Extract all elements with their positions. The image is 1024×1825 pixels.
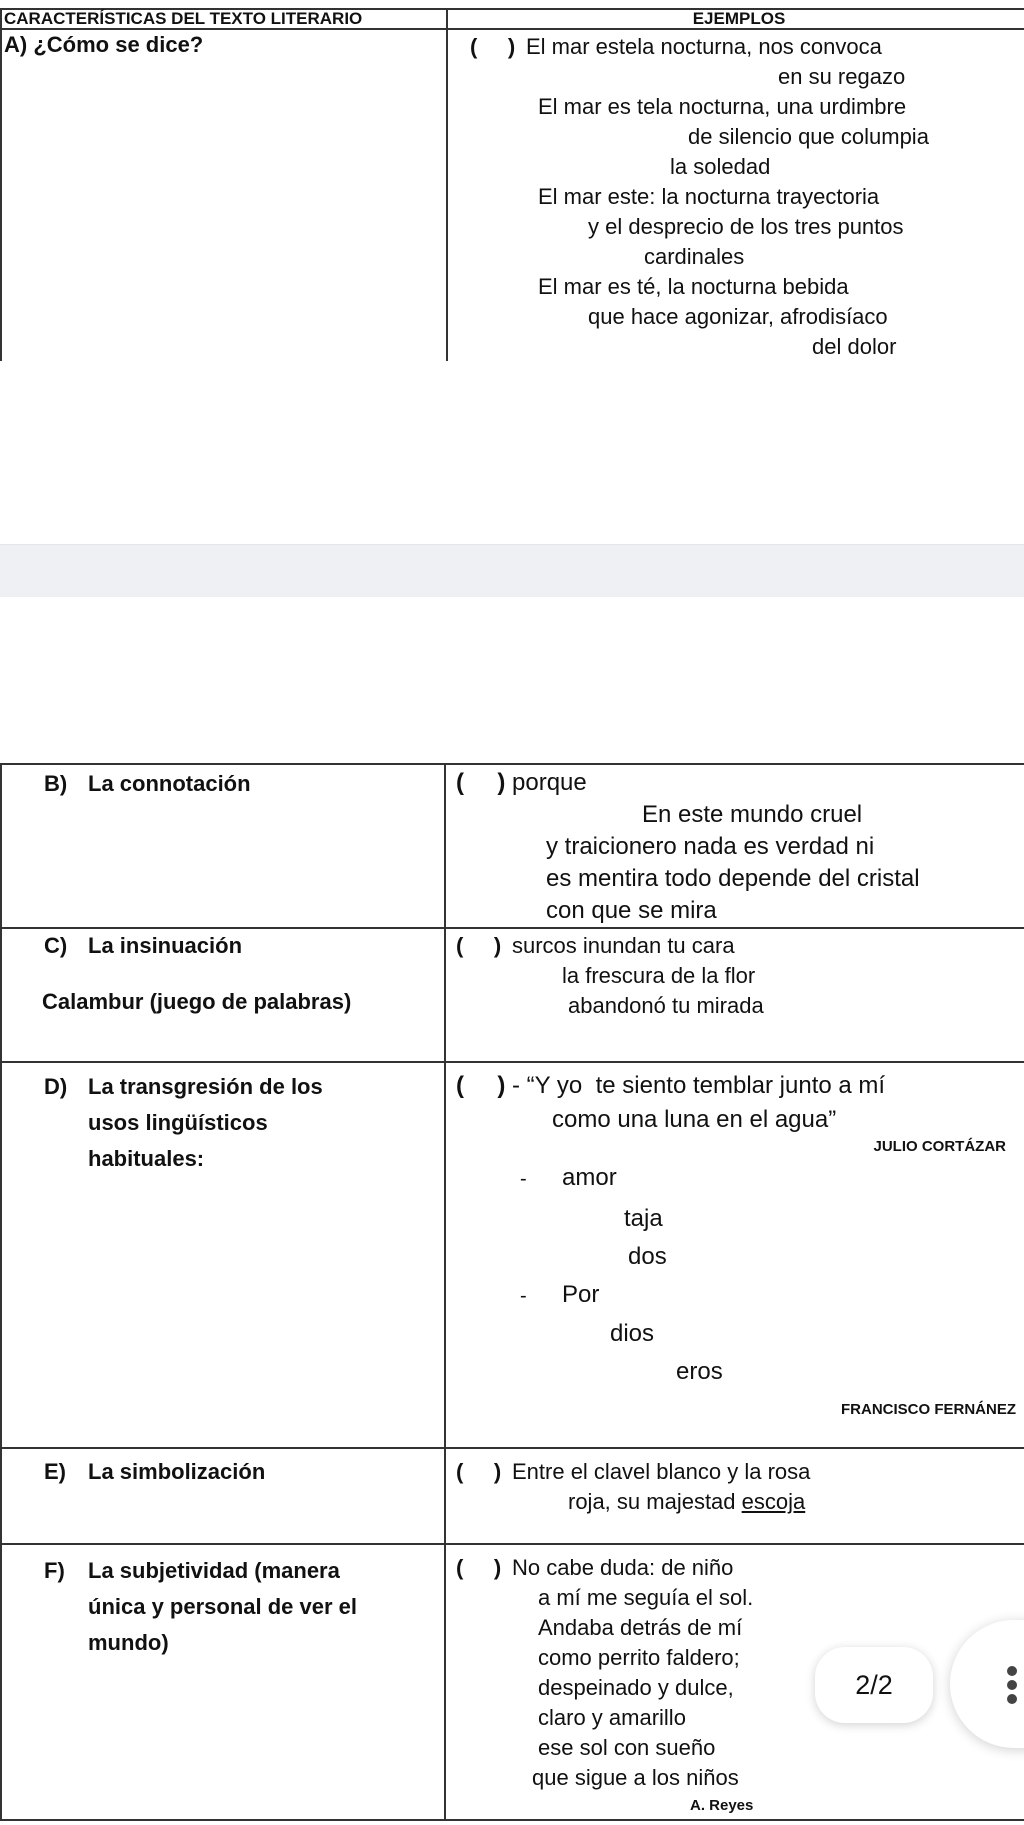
page-separator-band: [0, 544, 1024, 598]
table-header-row: [1, 9, 1024, 29]
row-a: [1, 29, 1024, 363]
feature-label-b: B) La connotación: [44, 771, 251, 796]
example-a-line-1: El mar estela nocturna, nos convoca: [526, 34, 882, 59]
example-a-line-4: de silencio que columpia: [688, 124, 929, 149]
example-a-line-6: El mar este: la nocturna trayectoria: [538, 184, 880, 209]
answer-blank-f[interactable]: ( ): [456, 1555, 502, 1580]
feature-label-a: A) ¿Cómo se dice?: [4, 32, 204, 57]
page-1: [0, 0, 1024, 361]
example-a-line-9: El mar es té, la nocturna bebida: [538, 274, 849, 299]
answer-blank-a[interactable]: ( ): [470, 34, 516, 59]
example-a-line-5: la soledad: [670, 154, 771, 179]
author-fernandez: FRANCISCO FERNÁNEZ: [841, 1401, 1016, 1418]
example-a-line-3: El mar es tela nocturna, una urdimbre: [538, 94, 907, 119]
feature-label-f: F) La subjetividad (manera única y personal de ver el mundo): [44, 1558, 358, 1655]
row-c: [1, 928, 1024, 1062]
feature-label-c: C) La insinuación: [44, 933, 243, 958]
more-vertical-icon: [950, 1620, 1024, 1748]
answer-blank-b[interactable]: ( ): [456, 769, 506, 796]
example-f: ( ) No cabe duda: de niño a mí me seguía el sol. Andaba detrás de mí como perrito faldero; despeinado y dulce, claro y amarillo ese sol con sueño que sigue a los niños A. Reyes: [446, 1545, 1024, 1819]
row-b: [1, 764, 1024, 928]
example-a-line-11: del dolor: [812, 334, 897, 359]
page-indicator[interactable]: 2/2: [815, 1647, 933, 1723]
feature-label-e: E) La simbolización: [44, 1459, 266, 1484]
feature-sublabel-c: Calambur (juego de palabras): [42, 989, 352, 1014]
row-d: [1, 1062, 1024, 1448]
page-2: [0, 597, 1024, 1825]
answer-blank-d[interactable]: ( ): [456, 1072, 506, 1099]
example-c: ( ) surcos inundan tu cara la frescura de la flor abandonó tu mirada: [456, 933, 764, 1018]
table-page-1: [0, 8, 1024, 364]
example-a-line-10: que hace agonizar, afrodisíaco: [588, 304, 888, 329]
answer-blank-e[interactable]: ( ): [456, 1459, 502, 1484]
header-characteristics: CARACTERÍSTICAS DEL TEXTO LITERARIO: [1, 9, 447, 29]
example-a-line-2: en su regazo: [778, 64, 906, 89]
author-reyes: A. Reyes: [690, 1797, 754, 1814]
row-e: [1, 1448, 1024, 1544]
page-gap: [0, 361, 1024, 544]
author-cortazar: JULIO CORTÁZAR: [873, 1138, 1006, 1155]
example-a: [448, 30, 1024, 362]
feature-label-d: D) La transgresión de los usos lingüísticos habituales:: [44, 1074, 323, 1171]
more-options-button[interactable]: [950, 1620, 1024, 1748]
example-a-line-8: cardinales: [644, 244, 745, 269]
example-a-line-7: y el desprecio de los tres puntos: [588, 214, 904, 239]
example-e: ( ) Entre el clavel blanco y la rosa roja, su majestad escoja: [456, 1459, 811, 1514]
example-b: ( ) porque En este mundo cruel y traicionero nada es verdad ni es mentira todo depende del cristal con que se mira: [456, 769, 920, 924]
header-examples: EJEMPLOS: [447, 9, 1024, 29]
example-d: ( ) - “Y yo te siento temblar junto a mí como una luna en el agua” JULIO CORTÁZAR - amor taja dos - Por dios eros FRANCISCO FERNÁNEZ: [446, 1063, 1024, 1429]
answer-blank-c[interactable]: ( ): [456, 933, 502, 958]
